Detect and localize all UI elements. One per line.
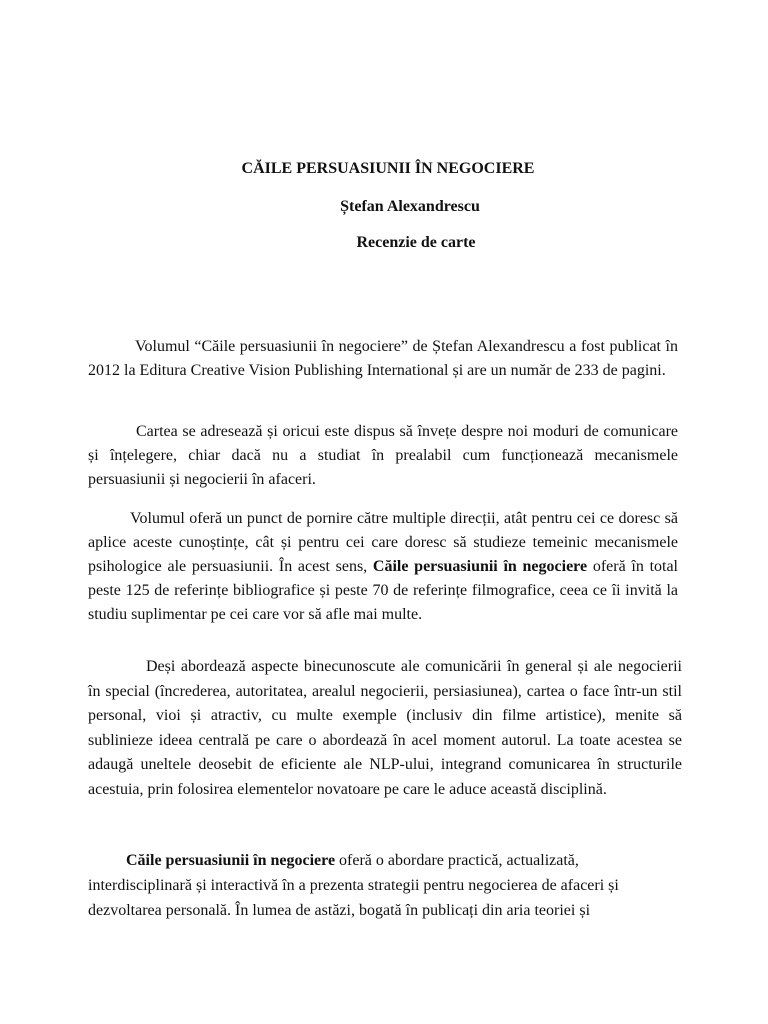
document-type: Recenzie de carte <box>356 234 476 251</box>
paragraph-1-text: Volumul “Căile persuasiunii în negociere” de Ștefan Alexandrescu a fost publicat în 2012 la Editura Creative Vision Publishing International și are un număr de 233 de pagini. <box>88 338 678 379</box>
book-title-bold-2: Căile persuasiunii în negociere <box>126 852 336 869</box>
paragraph-4 <box>88 655 682 802</box>
document-author: Ștefan Alexandrescu <box>340 198 480 215</box>
document-title: CĂILE PERSUASIUNII ÎN NEGOCIERE <box>241 160 535 177</box>
paragraph-3-text-start: Volumul oferă un punct de pornire către multiple direcții, atât pentru cei ce doresc să aplice aceste cunoștințe, cât și pentru cei care doresc să studieze temeinic mecanismele psihologice ale persuasiunii. În acest sens, <box>88 510 678 575</box>
book-title-bold: Căile persuasiunii în negociere <box>372 558 588 575</box>
paragraph-5-text: oferă o abordare practică, actualizată, interdisciplinară și interactivă în a prezenta strategii pentru negocierea de afaceri și dezvoltarea personală. În lumea de astăzi, bogată în publicați din aria teoriei și <box>88 852 619 919</box>
paragraph-4-text: Deși abordează aspecte binecunoscute ale comunicării în general și ale negocierii în special (încrederea, autoritatea, arealul negocierii, persiasiunea), cartea o face într-un stil personal, vioi și atractiv, cu multe exemple (inclusiv din filme artistice), menite să sublinieze ideea centrală pe care o abordează în acel moment autorul. La toate acestea se adaugă uneltele deosebit de eficiente ale NLP-ului, integrand comunicarea în structurile acestuia, prin folosirea elementelor novatoare pe care le aduce această disciplină. <box>88 658 682 798</box>
paragraph-5 <box>88 848 668 923</box>
paragraph-2-text: Cartea se adresează și oricui este dispus să învețe despre noi moduri de comunicare și înțelegere, chiar dacă nu a studiat în prealabil cum funcționează mecanismele persuasiunii și negocierii în afaceri. <box>88 423 678 488</box>
paragraph-3-text-end: oferă în total peste 125 de referințe bibliografice și peste 70 de referințe filmografice, ceea ce îi invită la studiu suplimentar pe cei care vor să afle mai multe. <box>88 558 679 623</box>
paragraph-1 <box>88 335 678 383</box>
paragraph-2 <box>88 420 678 492</box>
paragraph-3 <box>88 507 678 627</box>
